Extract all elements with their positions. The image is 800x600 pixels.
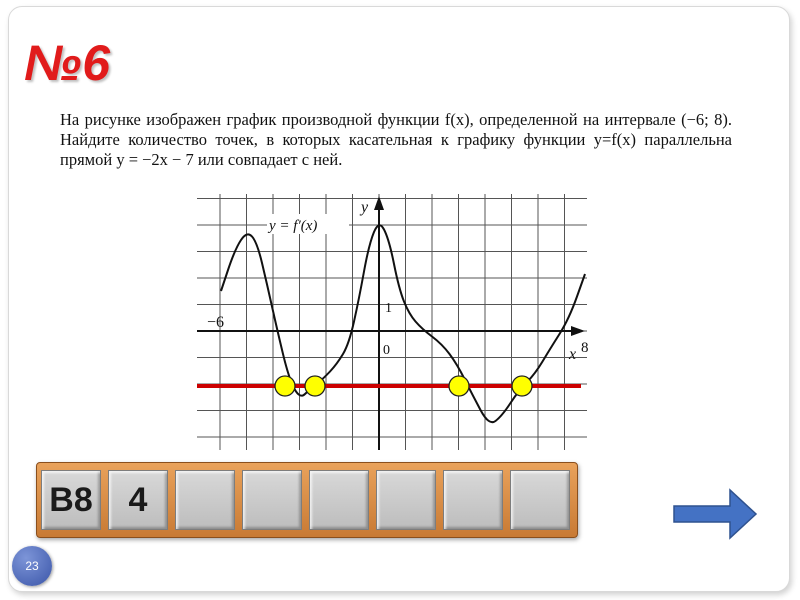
task-text: На рисунке изображен график производной функции f(x), определенной на интервале (−6; 8). Найдите количество точек, в которых касательная к графику функции y=f(x) параллельна прямой y = −2x − 7 или совпадает с ней. [60,110,732,169]
graph-axes [197,196,585,450]
intersection-point [449,376,469,396]
x-axis-arrow-icon [571,326,585,336]
derivative-graph [197,194,587,450]
answer-bar [36,462,578,538]
derivative-curve [221,225,585,422]
answer-empty-cell[interactable] [175,470,235,530]
answer-empty-cell[interactable] [309,470,369,530]
graph-grid [197,194,587,450]
intersection-point [275,376,295,396]
answer-empty-cell[interactable] [510,470,570,530]
x-max-label: 8 [581,340,589,356]
answer-value-cell[interactable]: 4 [108,470,168,530]
y-axis-label: y [361,199,369,216]
origin-label: 0 [383,343,390,358]
page-number-badge: 23 [12,546,52,586]
answer-code-cell: B8 [41,470,101,530]
function-label: y = f′(x) [269,218,318,234]
x-axis-label: x [569,346,577,363]
answer-empty-cell[interactable] [242,470,302,530]
unit-label: 1 [385,301,392,316]
answer-empty-cell[interactable] [443,470,503,530]
intersection-point [512,376,532,396]
answer-empty-cell[interactable] [376,470,436,530]
task-number-title: №6 [24,35,112,91]
right-arrow-icon [674,490,756,538]
x-min-label: −6 [207,314,225,331]
intersection-point [305,376,325,396]
next-slide-button[interactable] [672,486,758,542]
